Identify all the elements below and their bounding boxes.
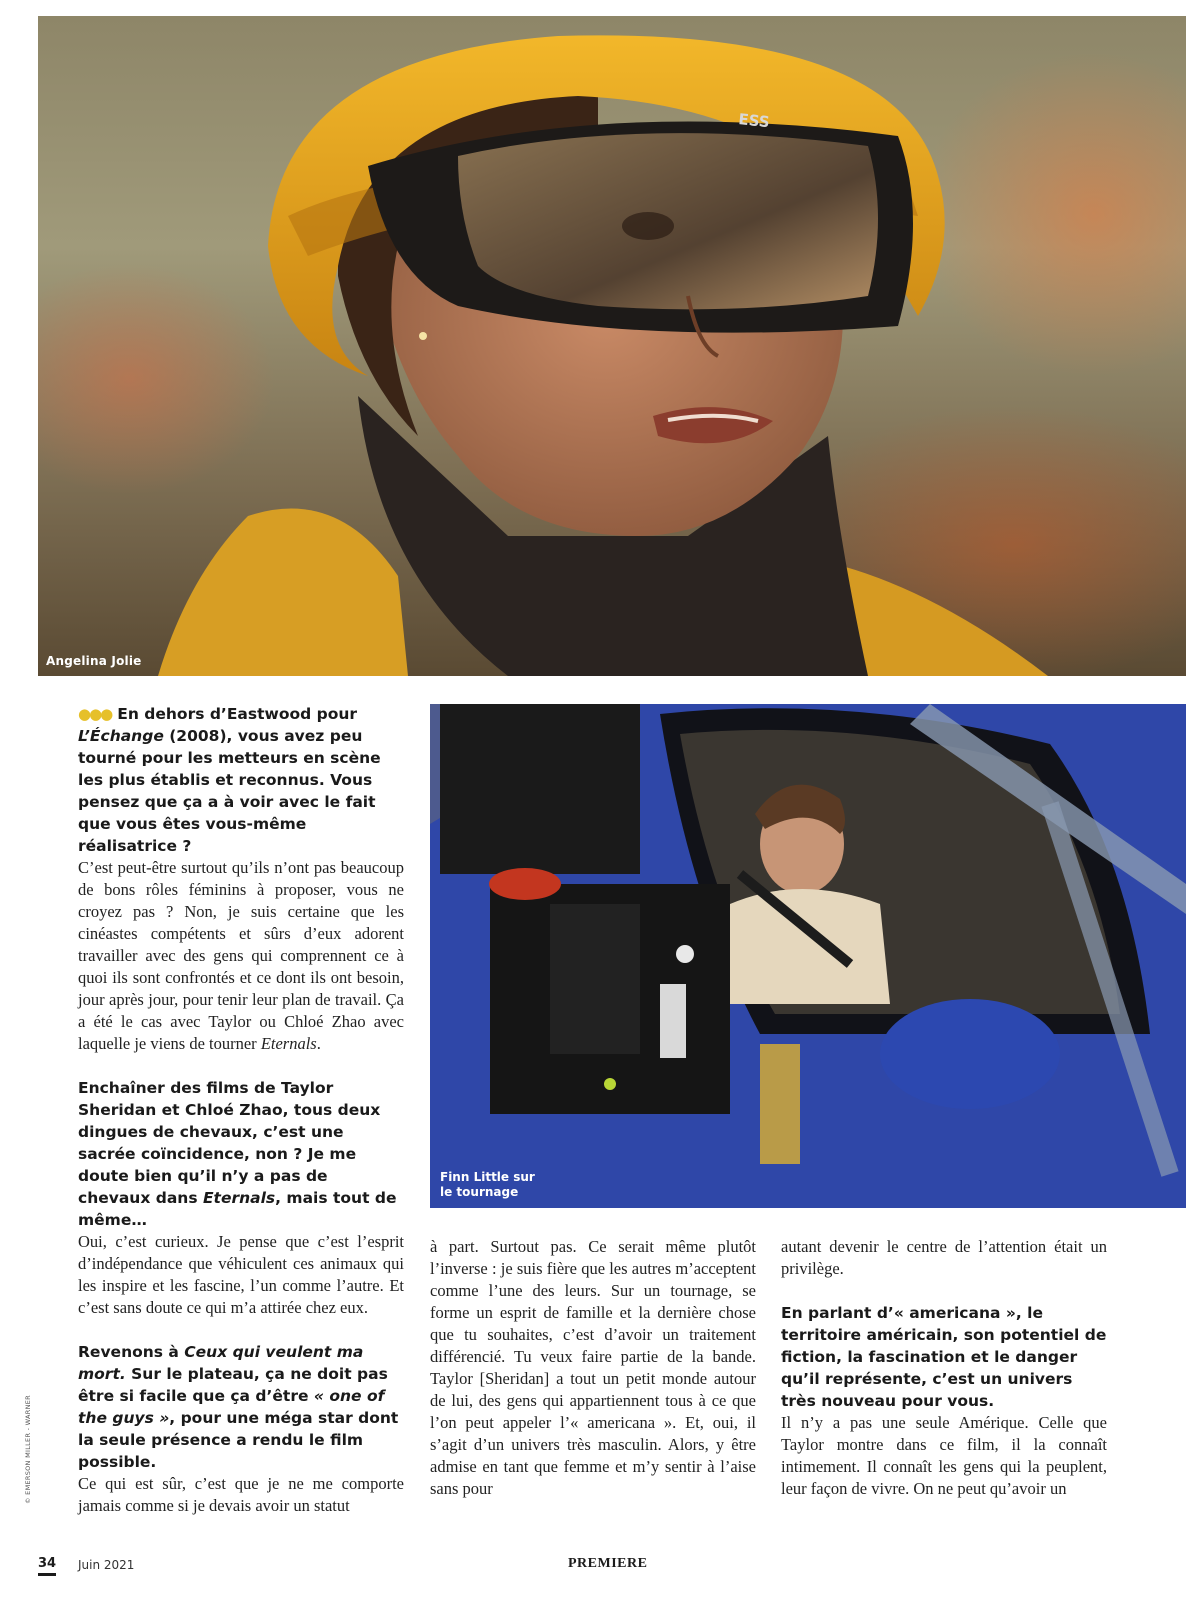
set-photo-caption-line1: Finn Little sur [440, 1170, 535, 1184]
photo-credit: © EMERSON MILLER - WARNER [24, 1395, 32, 1504]
page-number: 34 [38, 1556, 56, 1576]
question-2: Enchaîner des films de Taylor Sheridan et Chloé Zhao, tous deux dingues de chevaux, c’est une sacrée coïncidence, non ? Je me doute bien qu’il n’y a pas de chevaux dans Eternals, mais tout de même… [78, 1079, 397, 1229]
answer-3-part-3: autant devenir le centre de l’attention était un privilège. [781, 1237, 1107, 1278]
article-column-3 [781, 1236, 1107, 1500]
set-photo [430, 704, 1186, 1208]
question-1: ●●● En dehors d’Eastwood pour L’Échange (2008), vous avez peu tourné pour les metteurs en scène les plus établis et reconnus. Vous pensez que ça a à voir avec le fait que vous êtes vous-même réalisatrice ? [78, 705, 381, 855]
goggles-brand-text: ESS [737, 110, 771, 132]
magazine-logo: PREMIERE [568, 1556, 648, 1571]
answer-3-part-2: à part. Surtout pas. Ce serait même plutôt l’inverse : je suis fière que les autres m’acceptent comme l’une des leurs. Sur un tournage, se forme un esprit de famille et la dernière chose que tu souhaites, c’est d’avoir un traitement différencié. Tu veux faire partie de la bande. Taylor [Sheridan] a tout un petit monde autour de lui, des gens qui appartiennent tous à ce que l’on peut appeler l’« americana ». Et, oui, il s’agit d’un univers très masculin. Alors, y être admise en tant que femme et m’y sentir à l’aise sans pour [430, 1237, 756, 1498]
answer-3-part-1: Ce qui est sûr, c’est que je ne me comporte jamais comme si je devais avoir un statut [78, 1474, 404, 1515]
answer-4: Il n’y a pas une seule Amérique. Celle que Taylor montre dans ce film, il la connaît intimement. Il connaît les gens qui la peuplent, leur façon de vivre. On ne peut qu’avoir un [781, 1413, 1107, 1498]
hero-photo [38, 16, 1186, 676]
answer-1: C’est peut-être surtout qu’ils n’ont pas beaucoup de bons rôles féminins à proposer, vous ne croyez pas ? Non, je suis certaine que les cinéastes compétents et sûrs d’eux adorent travailler avec des gens qui comprennent ce à quoi ils sont confrontés et ce dont ils ont besoin, jour après jour, pour tenir leur plan de travail. Ça a été le cas avec Taylor ou Chloé Zhao avec laquelle je viens de tourner Eternals. [78, 858, 404, 1053]
question-3: Revenons à Ceux qui veulent ma mort. Sur le plateau, ça ne doit pas être si facile que ça d’être « one of the guys », pour une méga star dont la seule présence a rendu le film possible. [78, 1343, 399, 1471]
issue-date: Juin 2021 [78, 1558, 135, 1572]
article-column-2 [430, 1236, 756, 1500]
question-4: En parlant d’« americana », le territoire américain, son potentiel de fiction, la fascination et le danger qu’il représente, c’est un univers très nouveau pour vous. [781, 1304, 1107, 1410]
set-photo-caption [440, 1170, 550, 1200]
bullet-dots-icon: ●●● [78, 705, 112, 723]
set-photo-illustration [430, 704, 1186, 1208]
hero-photo-illustration [38, 16, 1186, 676]
answer-2: Oui, c’est curieux. Je pense que c’est l’esprit d’indépendance que véhiculent ces animaux qui les inspire et les fascine, l’un comme l’autre. Et c’est sans doute ce qui m’a attirée chez eux. [78, 1232, 404, 1317]
set-photo-caption-line2: le tournage [440, 1185, 519, 1199]
article-column-1 [78, 703, 404, 1517]
hero-photo-caption: Angelina Jolie [46, 654, 142, 668]
